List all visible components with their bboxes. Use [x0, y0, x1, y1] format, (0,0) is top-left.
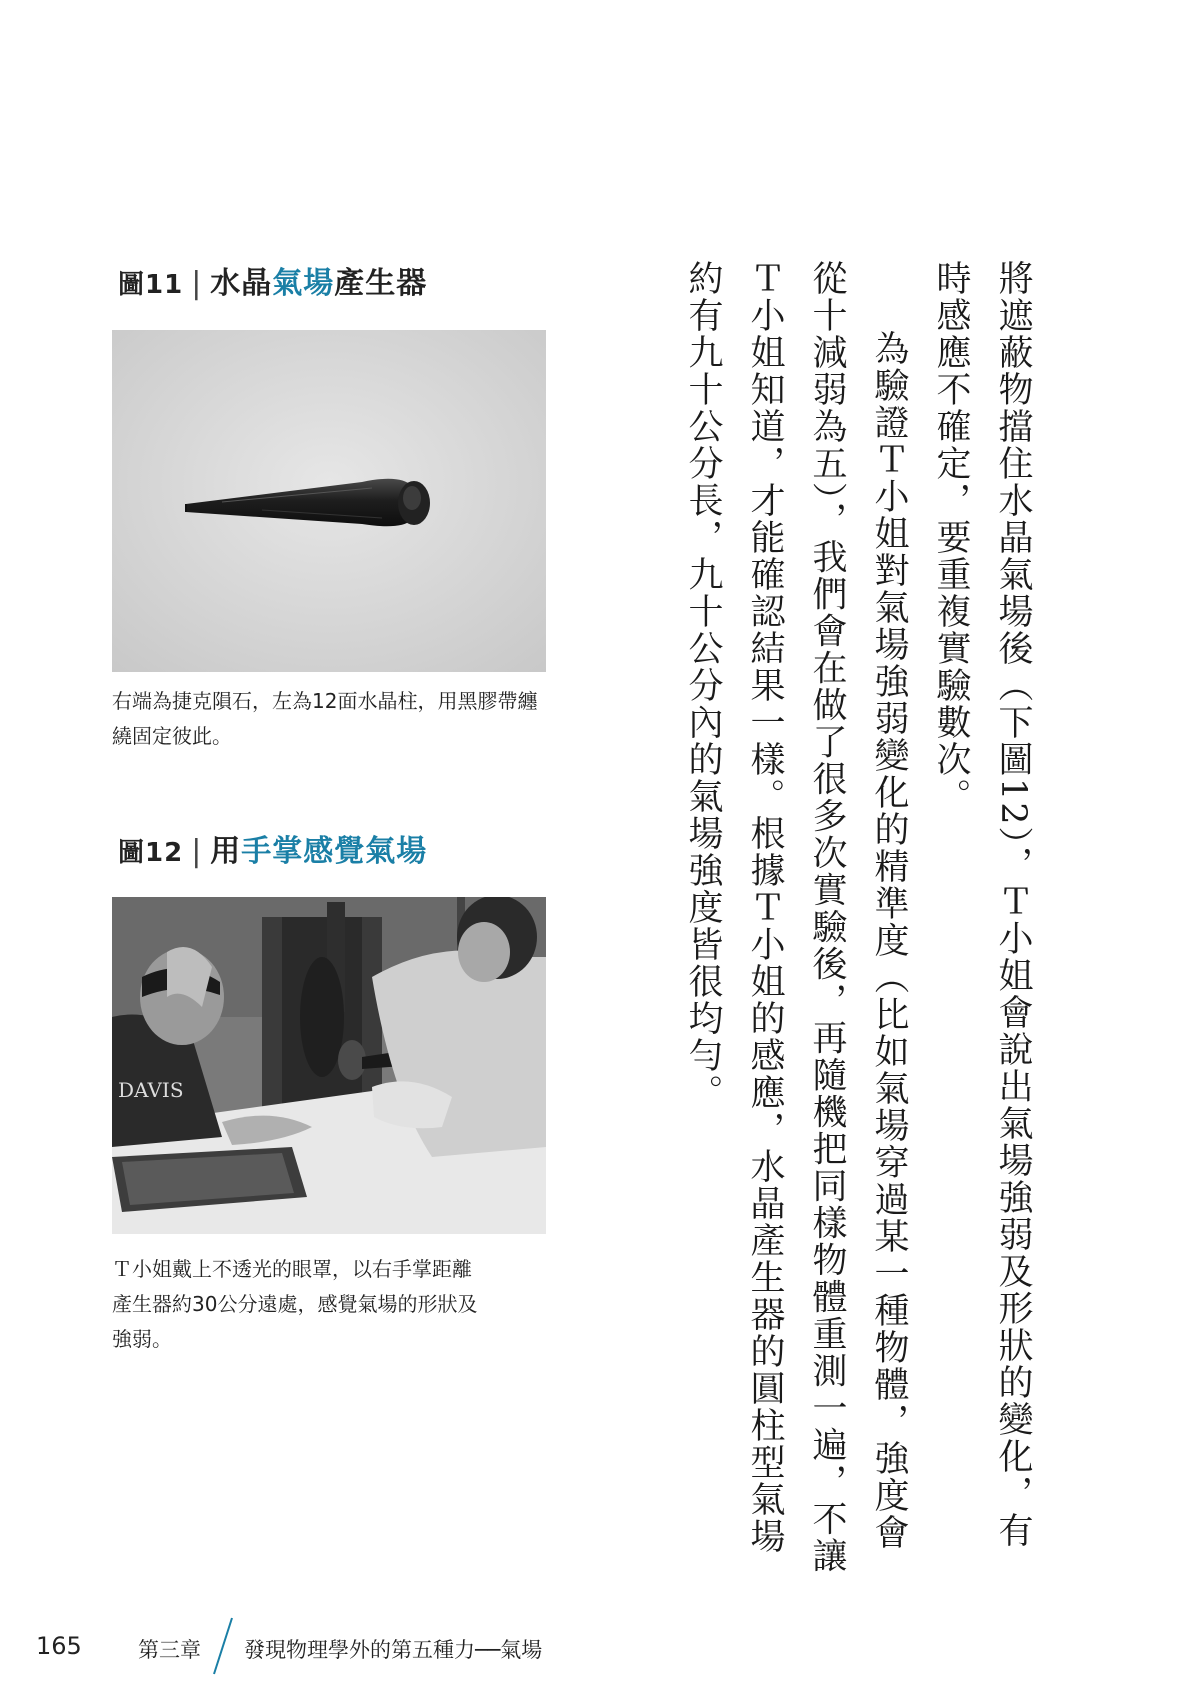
- page-footer: [0, 1632, 1192, 1672]
- figure-11-title-text-end: 產生器: [334, 266, 428, 301]
- figure-11-title: [118, 258, 427, 302]
- chapter-label: 第三章: [138, 1638, 201, 1662]
- crystal-generator-image: [112, 330, 546, 672]
- figure-11-title-text: 水晶: [210, 266, 273, 301]
- figure-12-title-highlight: 手掌感覺氣場: [241, 834, 428, 869]
- figure-11-caption: 右端為捷克隕石，左為12面水晶柱，用黑膠帶纏繞固定彼此。: [112, 689, 538, 748]
- figure-12-title-text: 用: [210, 834, 242, 869]
- figure-12-caption-line: 強弱。: [112, 1327, 172, 1351]
- palm-sensing-image: [112, 897, 546, 1234]
- figure-12-label: 圖12: [118, 838, 184, 868]
- body-paragraph: 將遮蔽物擋住水晶氣場後（下圖12），Ｔ小姐會說出氣場強弱及形狀的變化，有時感應不確定，要重複實驗數次。: [931, 260, 1033, 1550]
- slash-divider-icon: [208, 1616, 238, 1676]
- figure-12-title: [118, 826, 427, 870]
- jersey-text: DAVIS: [118, 1078, 184, 1102]
- body-text: [672, 260, 1044, 1580]
- title-separator: |: [191, 834, 203, 869]
- figure-12-caption: [112, 1252, 552, 1357]
- title-separator: |: [191, 266, 203, 301]
- crystal-generator-photo: [112, 330, 546, 672]
- chapter-title: 發現物理學外的第五種力──氣場: [244, 1638, 543, 1662]
- page-number: 165: [36, 1632, 82, 1660]
- figure-12-caption-line: 產生器約30公分遠處，感覺氣場的形狀及: [112, 1292, 478, 1316]
- palm-sensing-photo: [112, 897, 546, 1234]
- body-paragraph: 為驗證Ｔ小姐對氣場強弱變化的精準度（比如氣場穿過某一種物體，強度會從十減弱為五），我們會在做了很多次實驗後，再隨機把同樣物體重測一遍，不讓Ｔ小姐知道，才能確認結果一樣。根據Ｔ小姐的感應，水晶產生器的圓柱型氣場約有九十公分長，九十公分內的氣場強度皆很均勻。: [683, 260, 909, 1575]
- figure-11-label: 圖11: [118, 270, 184, 300]
- figure-12-caption-line: Ｔ小姐戴上不透光的眼罩，以右手掌距離: [112, 1257, 472, 1281]
- figure-11-title-highlight: 氣場: [272, 266, 335, 301]
